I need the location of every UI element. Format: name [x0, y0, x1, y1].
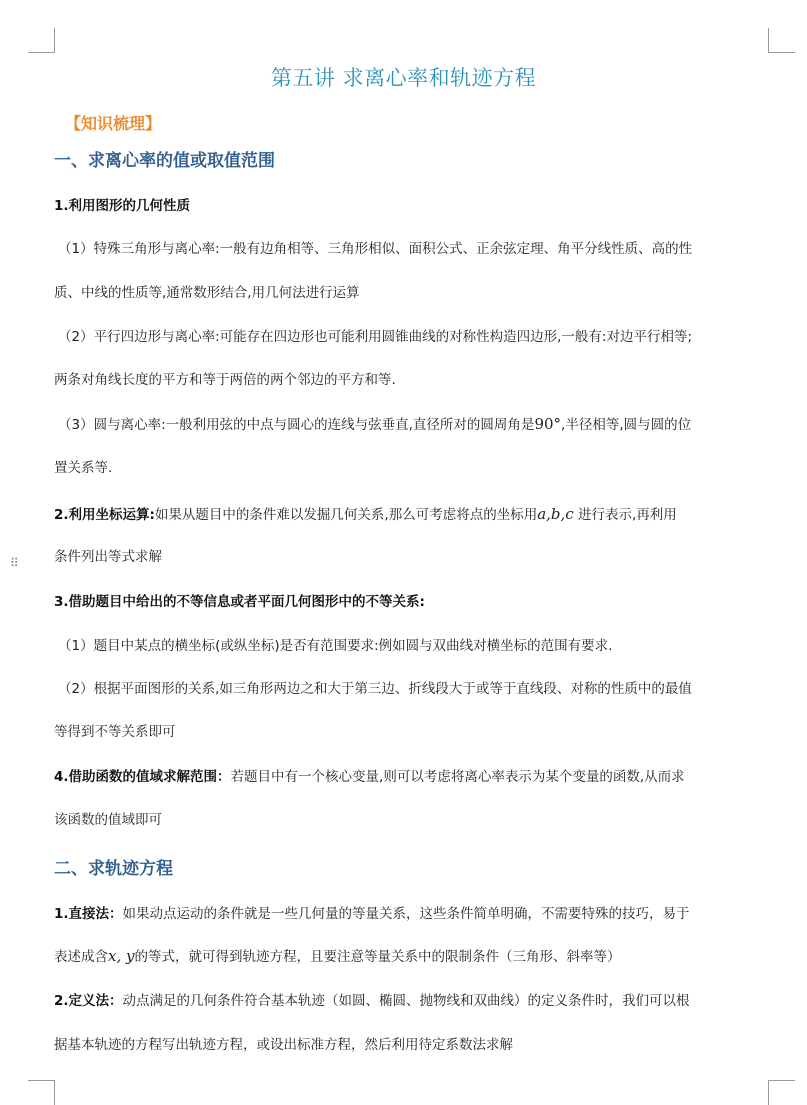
subheading-direct-method: 1.直接法： [54, 906, 123, 922]
paragraph-line: （1）题目中某点的横坐标(或纵坐标)是否有范围要求:例如圆与双曲线对横坐标的范围有要求. [58, 638, 613, 654]
page-title: 第五讲 求离心率和轨迹方程 [270, 66, 537, 90]
text-run: （3）圆与离心率:一般利用弦的中点与圆心的连线与弦垂直,直径所对的圆周角是 [58, 417, 535, 433]
text-run: 如果从题目中的条件难以发掘几何关系,那么可考虑将点的坐标用 [154, 507, 538, 523]
text-run: 若题目中有一个核心变量,则可以考虑将离心率表示为某个变量的函数,从而求 [230, 769, 685, 785]
page-corner-mark-bottom-left [28, 1080, 55, 1105]
paragraph-line: 置关系等. [54, 460, 113, 476]
heading-eccentricity: 一、求离心率的值或取值范围 [54, 151, 275, 171]
paragraph-line: 等得到不等关系即可 [54, 724, 176, 740]
subheading-definition-method: 2.定义法： [54, 993, 123, 1009]
math-xy: x, y [108, 947, 135, 965]
subheading-inequality: 3.借助题目中给出的不等信息或者平面几何图形中的不等关系: [54, 594, 425, 610]
drag-handle-icon[interactable]: ⠿ [10, 556, 20, 570]
math-abc: a,b,c [537, 505, 574, 523]
paragraph-line: （1）特殊三角形与离心率:一般有边角相等、三角形相似、面积公式、正余弦定理、角平分线性质、高的性 [58, 241, 693, 257]
paragraph-line: 该函数的值域即可 [54, 812, 162, 828]
subheading-function-range: 4.借助函数的值域求解范围： [54, 769, 231, 785]
subheading-geometry: 1.利用图形的几何性质 [54, 198, 191, 214]
section-tag: 【知识梳理】 [65, 114, 162, 133]
text-run: 表述成含 [54, 949, 108, 965]
paragraph-line: （2）根据平面图形的关系,如三角形两边之和大于第三边、折线段大于或等于直线段、对称的性质中的最值 [58, 681, 692, 697]
paragraph-line: 质、中线的性质等,通常数形结合,用几何法进行运算 [54, 285, 360, 301]
page-corner-mark-bottom-right [768, 1080, 795, 1105]
text-run: 动点满足的几何条件符合基本轨迹（如圆、椭圆、抛物线和双曲线）的定义条件时，我们可以根 [122, 993, 690, 1009]
text-run: 如果动点运动的条件就是一些几何量的等量关系，这些条件简单明确，不需要特殊的技巧，易于 [122, 906, 690, 922]
paragraph-line [54, 767, 685, 787]
paragraph-line [54, 904, 690, 924]
text-run: 的等式，就可得到轨迹方程，且要注意等量关系中的限制条件（三角形、斜率等） [134, 949, 621, 965]
text-run: ,半径相等,圆与圆的位 [561, 417, 692, 433]
paragraph-line [58, 414, 691, 435]
paragraph-line [54, 991, 690, 1011]
paragraph-line: 两条对角线长度的平方和等于两倍的两个邻边的平方和等. [54, 372, 396, 388]
paragraph-line: 据基本轨迹的方程写出轨迹方程，或设出标准方程，然后利用待定系数法求解 [54, 1037, 513, 1053]
subheading-coordinates: 2.利用坐标运算: [54, 507, 155, 523]
heading-trajectory: 二、求轨迹方程 [54, 859, 173, 879]
paragraph-line [54, 504, 677, 525]
paragraph-line: 条件列出等式求解 [54, 549, 162, 565]
page-corner-mark-top-right [768, 28, 795, 53]
math-degree: 90° [534, 415, 562, 433]
paragraph-line: （2）平行四边形与离心率:可能存在四边形也可能利用圆锥曲线的对称性构造四边形,一般有:对边平行相等; [58, 329, 693, 345]
paragraph-line [54, 946, 620, 967]
page-corner-mark-top-left [28, 28, 55, 53]
text-run: 进行表示,再利用 [573, 507, 677, 523]
